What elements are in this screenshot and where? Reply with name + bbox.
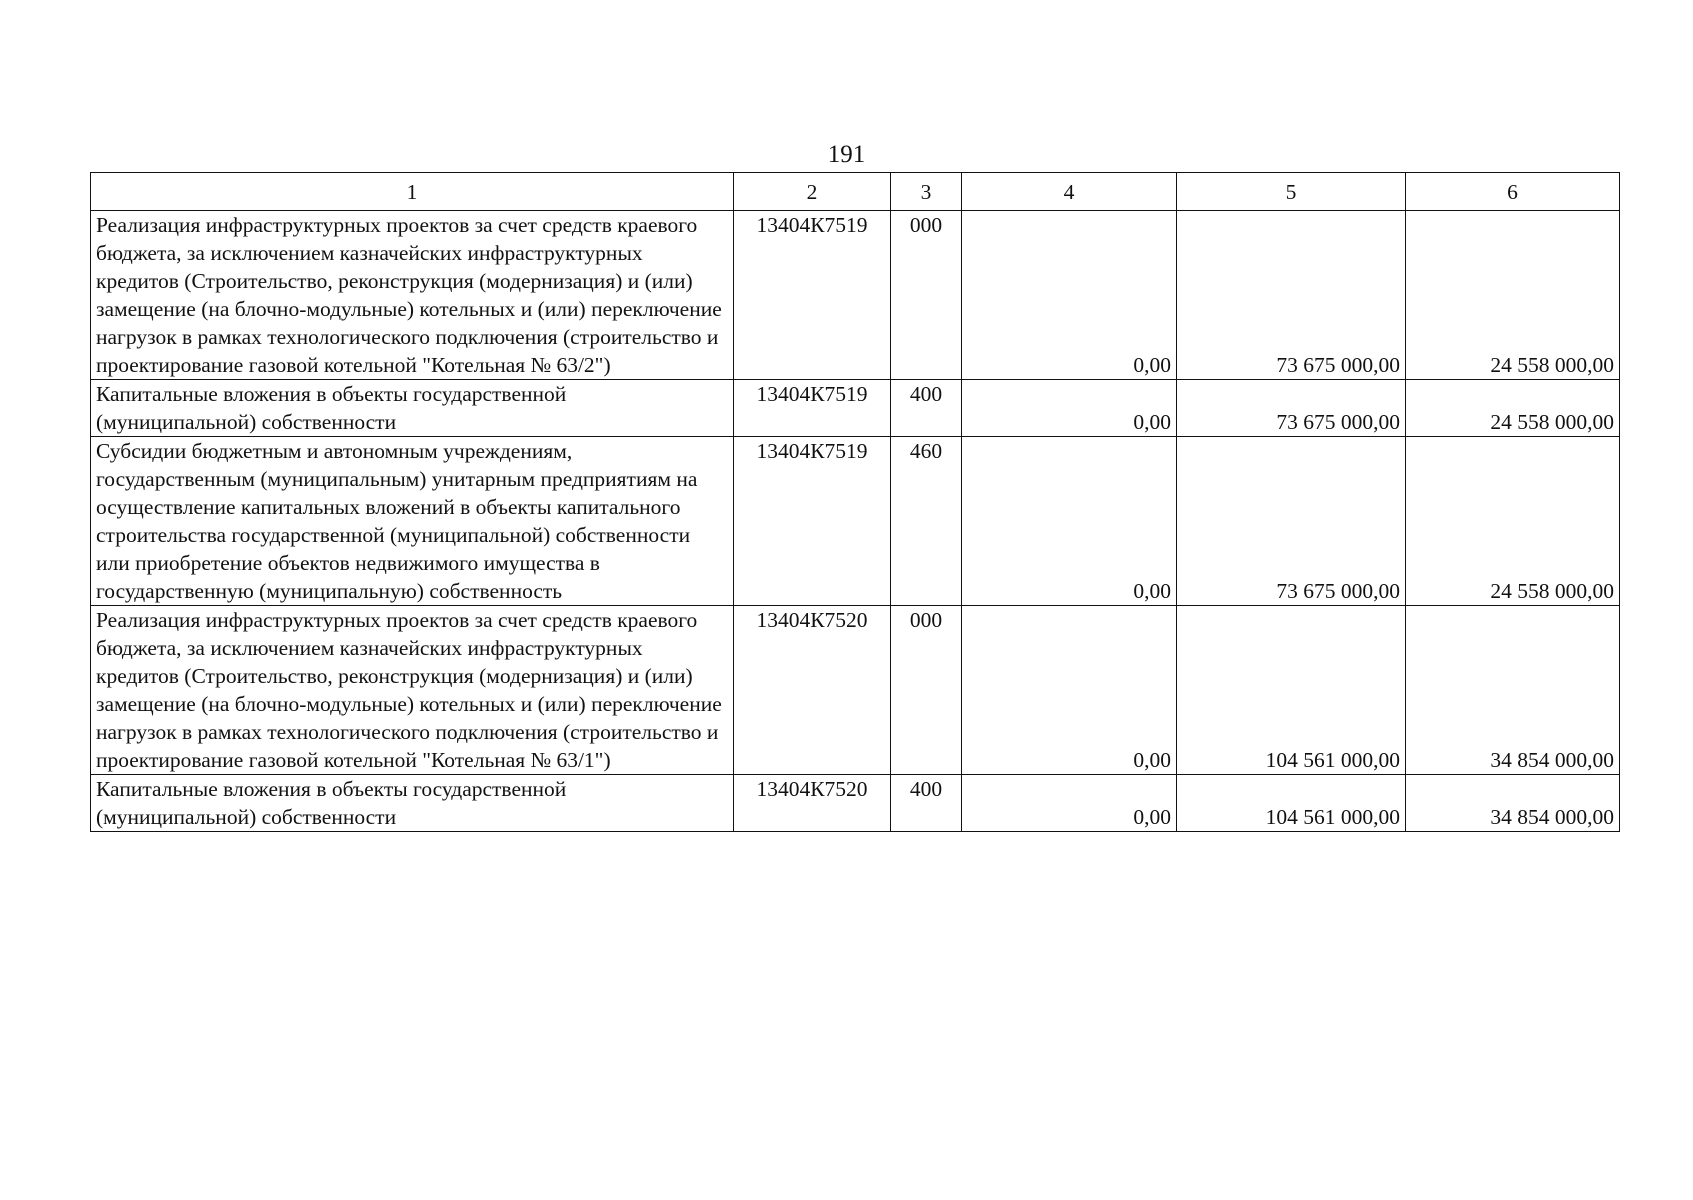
row-name: Реализация инфраструктурных проектов за счет средств краевого бюджета, за исключением казначейских инфраструктурных кредитов (Строительство, реконструкция (модернизация) и (или) замещение (на блочно-модульные) котельных и (или) переключение нагрузок в рамках технологического подключения (строительство и проектирование газовой котельной "Котельная № 63/1") — [91, 606, 734, 775]
table-row — [91, 211, 1620, 380]
header-col-4: 4 — [962, 173, 1177, 211]
header-col-6: 6 — [1406, 173, 1620, 211]
table-row — [91, 606, 1620, 775]
header-col-2: 2 — [734, 173, 891, 211]
header-col-1: 1 — [91, 173, 734, 211]
row-value-5: 73 675 000,00 — [1177, 380, 1406, 437]
row-value-6: 24 558 000,00 — [1406, 380, 1620, 437]
row-value-4: 0,00 — [962, 606, 1177, 775]
row-value-4: 0,00 — [962, 775, 1177, 832]
row-value-5: 73 675 000,00 — [1177, 211, 1406, 380]
row-value-5: 104 561 000,00 — [1177, 606, 1406, 775]
budget-table — [90, 172, 1620, 832]
row-kind: 000 — [891, 211, 962, 380]
row-value-4: 0,00 — [962, 211, 1177, 380]
row-value-5: 73 675 000,00 — [1177, 437, 1406, 606]
row-value-6: 24 558 000,00 — [1406, 437, 1620, 606]
header-col-5: 5 — [1177, 173, 1406, 211]
header-col-3: 3 — [891, 173, 962, 211]
row-code: 13404К7520 — [734, 606, 891, 775]
table-row — [91, 437, 1620, 606]
row-code: 13404К7519 — [734, 380, 891, 437]
table-header — [91, 173, 1620, 211]
row-code: 13404К7519 — [734, 437, 891, 606]
row-code: 13404К7520 — [734, 775, 891, 832]
row-value-6: 34 854 000,00 — [1406, 775, 1620, 832]
row-name: Капитальные вложения в объекты государственной (муниципальной) собственности — [91, 380, 734, 437]
table-body — [91, 211, 1620, 832]
page-number: 191 — [827, 141, 866, 168]
row-value-6: 34 854 000,00 — [1406, 606, 1620, 775]
table-row — [91, 775, 1620, 832]
row-kind: 460 — [891, 437, 962, 606]
row-value-6: 24 558 000,00 — [1406, 211, 1620, 380]
row-value-4: 0,00 — [962, 437, 1177, 606]
row-kind: 000 — [891, 606, 962, 775]
row-value-4: 0,00 — [962, 380, 1177, 437]
row-name: Субсидии бюджетным и автономным учреждениям, государственным (муниципальным) унитарным предприятиям на осуществление капитальных вложений в объекты капитального строительства государственной (муниципальной) собственности или приобретение объектов недвижимого имущества в государственную (муниципальную) собственность — [91, 437, 734, 606]
row-kind: 400 — [891, 775, 962, 832]
row-name: Капитальные вложения в объекты государственной (муниципальной) собственности — [91, 775, 734, 832]
row-value-5: 104 561 000,00 — [1177, 775, 1406, 832]
row-name: Реализация инфраструктурных проектов за счет средств краевого бюджета, за исключением казначейских инфраструктурных кредитов (Строительство, реконструкция (модернизация) и (или) замещение (на блочно-модульные) котельных и (или) переключение нагрузок в рамках технологического подключения (строительство и проектирование газовой котельной "Котельная № 63/2") — [91, 211, 734, 380]
row-code: 13404К7519 — [734, 211, 891, 380]
header-row — [91, 173, 1620, 211]
table-row — [91, 380, 1620, 437]
row-kind: 400 — [891, 380, 962, 437]
